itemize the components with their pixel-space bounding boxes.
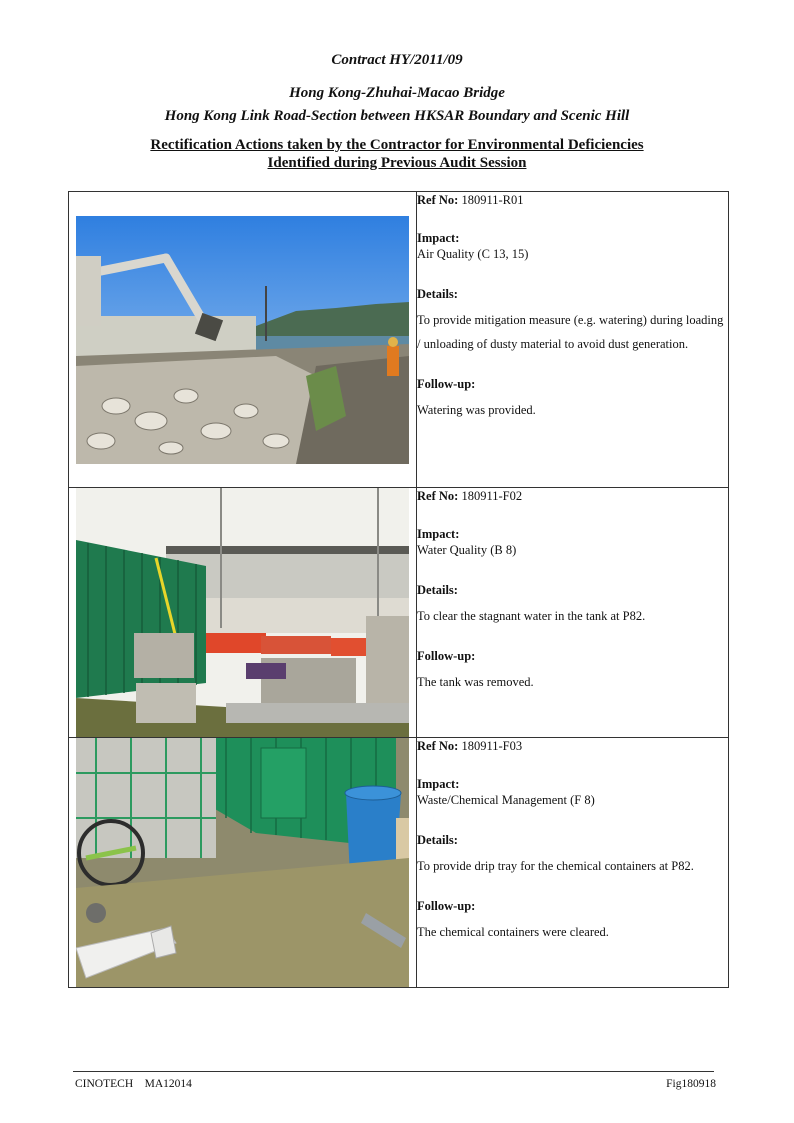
ref-no-line bbox=[417, 488, 728, 504]
details-value: To clear the stagnant water in the tank at P82. bbox=[417, 609, 646, 623]
record-details-cell bbox=[417, 738, 729, 988]
follow-up-label: Follow-up: bbox=[417, 649, 476, 663]
record-details-cell bbox=[417, 488, 729, 738]
report-title-line1: Rectification Actions taken by the Contractor for Environmental Deficiencies bbox=[150, 137, 644, 153]
site-photo-excavator bbox=[76, 216, 409, 464]
impact-label: Impact: bbox=[417, 231, 460, 245]
details-value: To provide mitigation measure (e.g. watering) during loading / unloading of dusty material to avoid dust generation. bbox=[417, 313, 724, 351]
impact-label: Impact: bbox=[417, 777, 460, 791]
table-row bbox=[69, 192, 729, 488]
contract-number: Contract HY/2011/09 bbox=[331, 52, 463, 68]
ref-no-label: Ref No: bbox=[417, 739, 459, 753]
follow-up-label: Follow-up: bbox=[417, 377, 476, 391]
ref-no-value: 180911-F03 bbox=[461, 739, 523, 753]
record-details-cell bbox=[417, 192, 729, 488]
details-label: Details: bbox=[417, 583, 458, 597]
table-row bbox=[69, 488, 729, 738]
project-title-line2: Hong Kong Link Road-Section between HKSAR Boundary and Scenic Hill bbox=[164, 108, 630, 124]
details-label: Details: bbox=[417, 833, 458, 847]
report-title-line2: Identified during Previous Audit Session bbox=[267, 155, 527, 171]
ref-no-label: Ref No: bbox=[417, 193, 459, 207]
follow-up-value: The tank was removed. bbox=[417, 675, 534, 689]
rectification-table bbox=[68, 191, 729, 988]
ref-no-value: 180911-R01 bbox=[461, 193, 524, 207]
ref-no-line bbox=[417, 738, 728, 754]
ref-no-label: Ref No: bbox=[417, 489, 459, 503]
impact-value: Waste/Chemical Management (F 8) bbox=[417, 793, 595, 807]
project-title-line1: Hong Kong-Zhuhai-Macao Bridge bbox=[289, 85, 505, 101]
footer-divider bbox=[73, 1071, 714, 1072]
follow-up-value: Watering was provided. bbox=[417, 403, 536, 417]
follow-up-label: Follow-up: bbox=[417, 899, 476, 913]
ref-no-value: 180911-F02 bbox=[461, 489, 523, 503]
follow-up-value: The chemical containers were cleared. bbox=[417, 925, 609, 939]
impact-label: Impact: bbox=[417, 527, 460, 541]
details-value: To provide drip tray for the chemical containers at P82. bbox=[417, 859, 694, 873]
impact-value: Water Quality (B 8) bbox=[417, 543, 517, 557]
photo-cell bbox=[69, 738, 417, 988]
figure-number: Fig180918 bbox=[666, 1078, 716, 1090]
impact-value: Air Quality (C 13, 15) bbox=[417, 247, 529, 261]
photo-cell bbox=[69, 488, 417, 738]
ref-no-line bbox=[417, 192, 728, 208]
site-photo-chemical-containers bbox=[76, 738, 409, 987]
details-label: Details: bbox=[417, 287, 458, 301]
photo-cell bbox=[69, 192, 417, 488]
footer-left: CINOTECH MA12014 bbox=[75, 1078, 192, 1090]
site-photo-tank bbox=[76, 488, 409, 737]
table-row bbox=[69, 738, 729, 988]
